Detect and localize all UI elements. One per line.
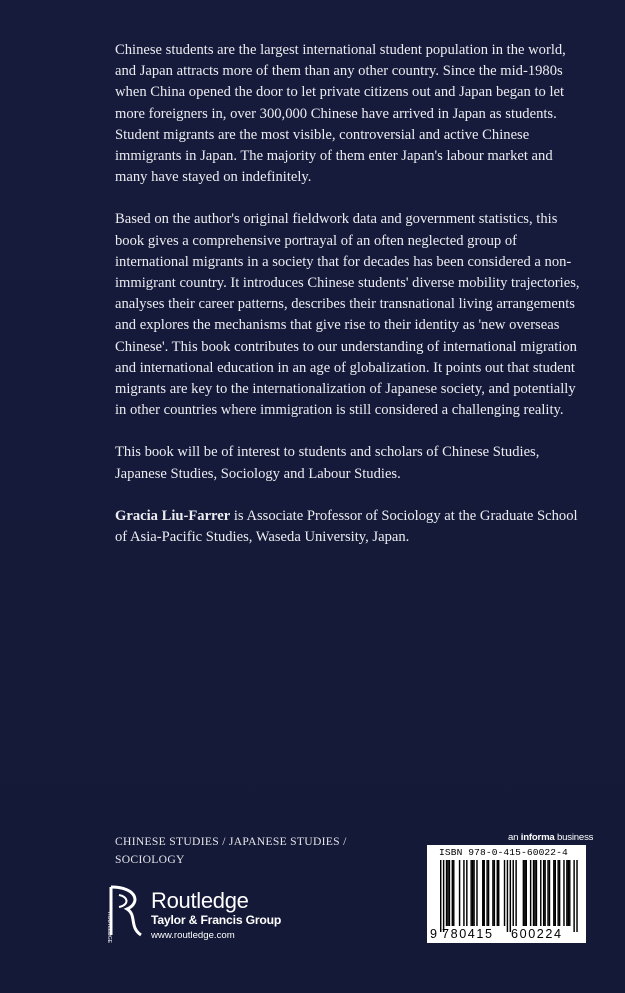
barcode-bar bbox=[443, 860, 444, 932]
barcode-digits-right: 600224 bbox=[511, 927, 563, 941]
barcode-bar bbox=[476, 860, 477, 926]
barcode-bar bbox=[447, 860, 448, 926]
informa-bold: informa bbox=[520, 832, 555, 843]
barcode-bar bbox=[576, 860, 577, 932]
barcode-bar bbox=[486, 860, 487, 926]
blurb-paragraph-1: Chinese students are the largest international student population in the world, and Japan attracts more of them than any other country. Since the mid-1980s when China opened the door to let private citizens out and Japan began to let more foreigners in, over 300,000 Chinese have arrived in Japan as students. Student migrants are the most visible, controversial and active Chinese immigrants in Japan. The majority of them enter Japan's labour market and many have stayed on indefinitely. bbox=[115, 42, 566, 186]
barcode-bar bbox=[494, 860, 495, 926]
blurb-paragraph-3: This book will be of interest to students and scholars of Chinese Studies, Japanese Studies, Sociology and Labour Studies. bbox=[115, 444, 540, 482]
barcode-bar bbox=[547, 860, 548, 926]
barcode-bar bbox=[463, 860, 464, 926]
routledge-logo-icon bbox=[106, 885, 143, 944]
barcode-bar bbox=[555, 860, 556, 926]
informa-suffix: business bbox=[554, 832, 594, 843]
barcode-bar bbox=[472, 860, 473, 926]
barcode-bar bbox=[523, 860, 524, 926]
barcode-bar bbox=[452, 860, 453, 926]
barcode-bar bbox=[484, 860, 485, 926]
barcode-bar bbox=[440, 860, 441, 932]
author-name: Gracia Liu-Farrer bbox=[115, 507, 231, 524]
barcode-bar bbox=[470, 860, 471, 926]
blurb-paragraph-2: Based on the author's original fieldwork data and government statistics, this book gives a comprehensive portrayal of an often neglected group of international migrants in a society that for decades has been considered a non-immigrant country. It introduces Chinese students' diverse mobility trajectories, analyses their career patterns, describes their transnational living arrangements and explores the mechanisms that give rise to their identity as 'new overseas Chinese'. This book contributes to our understanding of international migration and international education in an age of globalization. It points out that student migrants are key to the internationalization of Japanese society, and potentially in other countries where immigration is still considered a challenging reality. bbox=[115, 211, 580, 419]
barcode-bar bbox=[459, 860, 460, 926]
barcode-bar bbox=[559, 860, 560, 926]
barcode-bar bbox=[488, 860, 489, 926]
barcode-bar bbox=[534, 860, 535, 926]
subject-categories bbox=[115, 833, 405, 869]
svg-text:ROUTLEDGE: ROUTLEDGE bbox=[106, 912, 112, 944]
barcode-bar bbox=[526, 860, 527, 926]
barcode-bar bbox=[482, 860, 483, 926]
barcode-digits-left: 780415 bbox=[442, 927, 494, 941]
barcode-bar bbox=[466, 860, 467, 926]
author-bio-text: is Associate Professor of Sociology at the Graduate School of Asia-Pacific Studies, Waseda University, Japan. bbox=[115, 507, 578, 546]
barcode-bar bbox=[540, 860, 541, 926]
barcode bbox=[427, 845, 586, 943]
blurb-text bbox=[115, 40, 585, 569]
informa-prefix: an bbox=[508, 832, 521, 843]
barcode-digits bbox=[427, 926, 586, 942]
barcode-bar bbox=[566, 860, 567, 926]
barcode-bar bbox=[492, 860, 493, 926]
publisher-group: Taylor & Francis Group bbox=[151, 913, 282, 927]
barcode-bar bbox=[536, 860, 537, 926]
subject-line-2: SOCIOLOGY bbox=[115, 853, 185, 866]
subject-line-1: CHINESE STUDIES / JAPANESE STUDIES / bbox=[115, 835, 347, 848]
barcode-bar bbox=[533, 860, 534, 926]
publisher-logo bbox=[107, 885, 307, 945]
barcode-bar bbox=[497, 860, 498, 926]
isbn-label: ISBN 978-0-415-60022-4 bbox=[439, 847, 568, 858]
barcode-bar bbox=[543, 860, 544, 926]
barcode-bar bbox=[507, 860, 508, 932]
barcode-bar bbox=[569, 860, 570, 926]
barcode-bar bbox=[568, 860, 569, 926]
barcode-bar bbox=[473, 860, 474, 926]
barcode-bar bbox=[453, 860, 454, 926]
barcode-bar bbox=[513, 860, 514, 926]
barcode-bar bbox=[510, 860, 511, 932]
barcode-bar bbox=[573, 860, 574, 932]
barcode-bar bbox=[515, 860, 516, 926]
barcode-bar bbox=[553, 860, 554, 926]
barcode-bar bbox=[544, 860, 545, 926]
barcode-digit-first: 9 bbox=[430, 927, 438, 941]
barcode-bar bbox=[446, 860, 447, 926]
barcode-bar bbox=[449, 860, 450, 926]
author-bio bbox=[115, 506, 585, 548]
barcode-bar bbox=[557, 860, 558, 926]
barcode-bar bbox=[498, 860, 499, 926]
publisher-name: Routledge bbox=[151, 888, 249, 913]
publisher-url: www.routledge.com bbox=[151, 930, 235, 941]
barcode-bar bbox=[530, 860, 531, 926]
barcode-bar bbox=[549, 860, 550, 926]
barcode-bar bbox=[504, 860, 505, 926]
publisher-text bbox=[151, 889, 281, 942]
informa-tagline bbox=[508, 832, 593, 843]
barcode-bar bbox=[524, 860, 525, 926]
barcode-bar bbox=[563, 860, 564, 926]
